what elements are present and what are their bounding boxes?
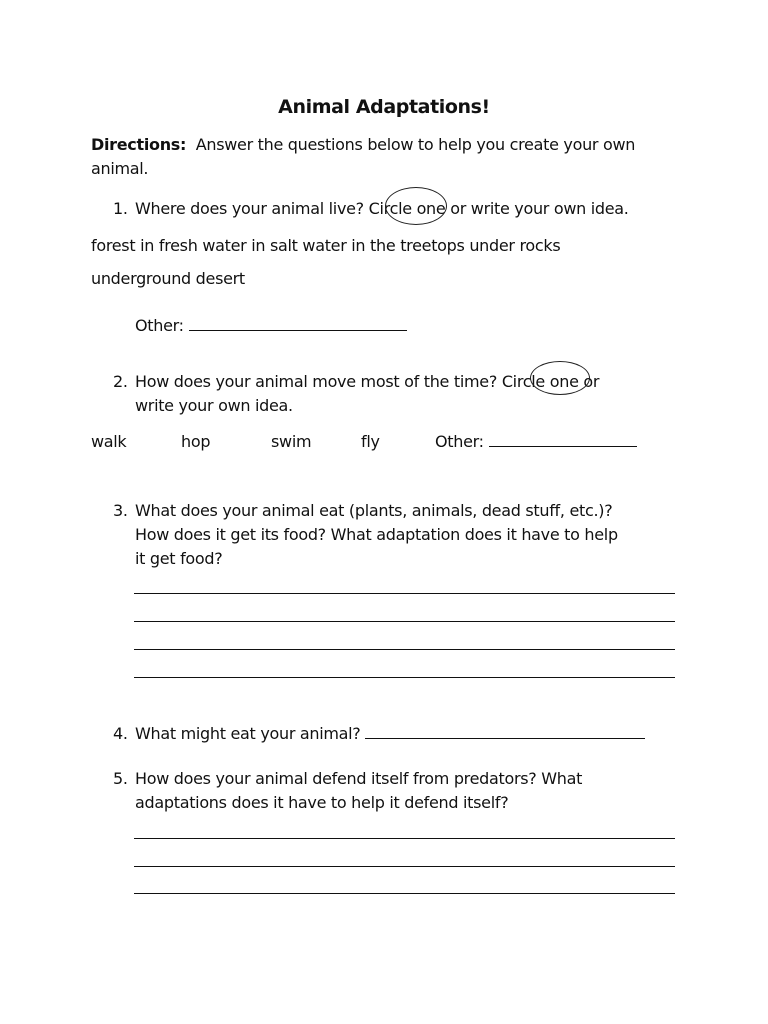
- q1-circle-oval: [385, 187, 447, 225]
- q3-answer-line-1[interactable]: [134, 593, 675, 594]
- q1-options-line-1: forest in fresh water in salt water in the treetops under rocks: [91, 236, 561, 255]
- q1-number: 1.: [113, 199, 128, 218]
- q2-text-before: How does your animal move most of the time?: [135, 372, 502, 391]
- directions-label: Directions:: [91, 135, 187, 154]
- q4-answer-blank[interactable]: [365, 724, 645, 739]
- q3-line-1: What does your animal eat (plants, animals, dead stuff, etc.)?: [135, 501, 613, 520]
- directions-text: Answer the questions below to help you create your own: [195, 135, 636, 154]
- page-title: Animal Adaptations!: [278, 96, 490, 118]
- q2-option-swim[interactable]: swim: [271, 432, 312, 451]
- q1-other-field[interactable]: [135, 315, 407, 337]
- q2-circle-word: Circle: [501, 372, 545, 391]
- q5-answer-line-2[interactable]: [134, 866, 675, 867]
- q1-options-line-2: underground desert: [91, 269, 245, 288]
- q2-number: 2.: [113, 372, 128, 391]
- q5-answer-line-3[interactable]: [134, 893, 675, 894]
- directions-line-2: animal.: [91, 159, 149, 178]
- q2-other-field[interactable]: [435, 431, 637, 453]
- q3-line-2: How does it get its food? What adaptation does it have to help: [135, 525, 618, 544]
- q4-text: What might eat your animal?: [135, 724, 361, 743]
- q1-other-label: Other:: [135, 316, 184, 335]
- q1-other-blank[interactable]: [189, 316, 407, 331]
- q1-text-after: one or write your own idea.: [411, 199, 629, 218]
- q5-answer-line-1[interactable]: [134, 838, 675, 839]
- q3-answer-line-4[interactable]: [134, 677, 675, 678]
- q4-number: 4.: [113, 724, 128, 743]
- q1-circle-word: Circle: [368, 199, 412, 218]
- directions-line-1: [91, 134, 635, 156]
- q3-answer-line-2[interactable]: [134, 621, 675, 622]
- q3-number: 3.: [113, 501, 128, 520]
- q3-answer-line-3[interactable]: [134, 649, 675, 650]
- q4-field[interactable]: [135, 723, 645, 745]
- q2-option-hop[interactable]: hop: [181, 432, 211, 451]
- q2-circle-oval: [530, 361, 590, 395]
- q5-number: 5.: [113, 769, 128, 788]
- q2-option-walk[interactable]: walk: [91, 432, 127, 451]
- q2-other-label: Other:: [435, 432, 484, 451]
- q5-line-2: adaptations does it have to help it defend itself?: [135, 793, 509, 812]
- q2-text-after: one or: [544, 372, 600, 391]
- q2-option-fly[interactable]: fly: [361, 432, 380, 451]
- q2-line-2: write your own idea.: [135, 396, 293, 415]
- q2-other-blank[interactable]: [489, 432, 637, 447]
- q5-line-1: How does your animal defend itself from predators? What: [135, 769, 583, 788]
- q3-line-3: it get food?: [135, 549, 223, 568]
- q1-text: [135, 198, 629, 220]
- q1-text-before: Where does your animal live?: [135, 199, 369, 218]
